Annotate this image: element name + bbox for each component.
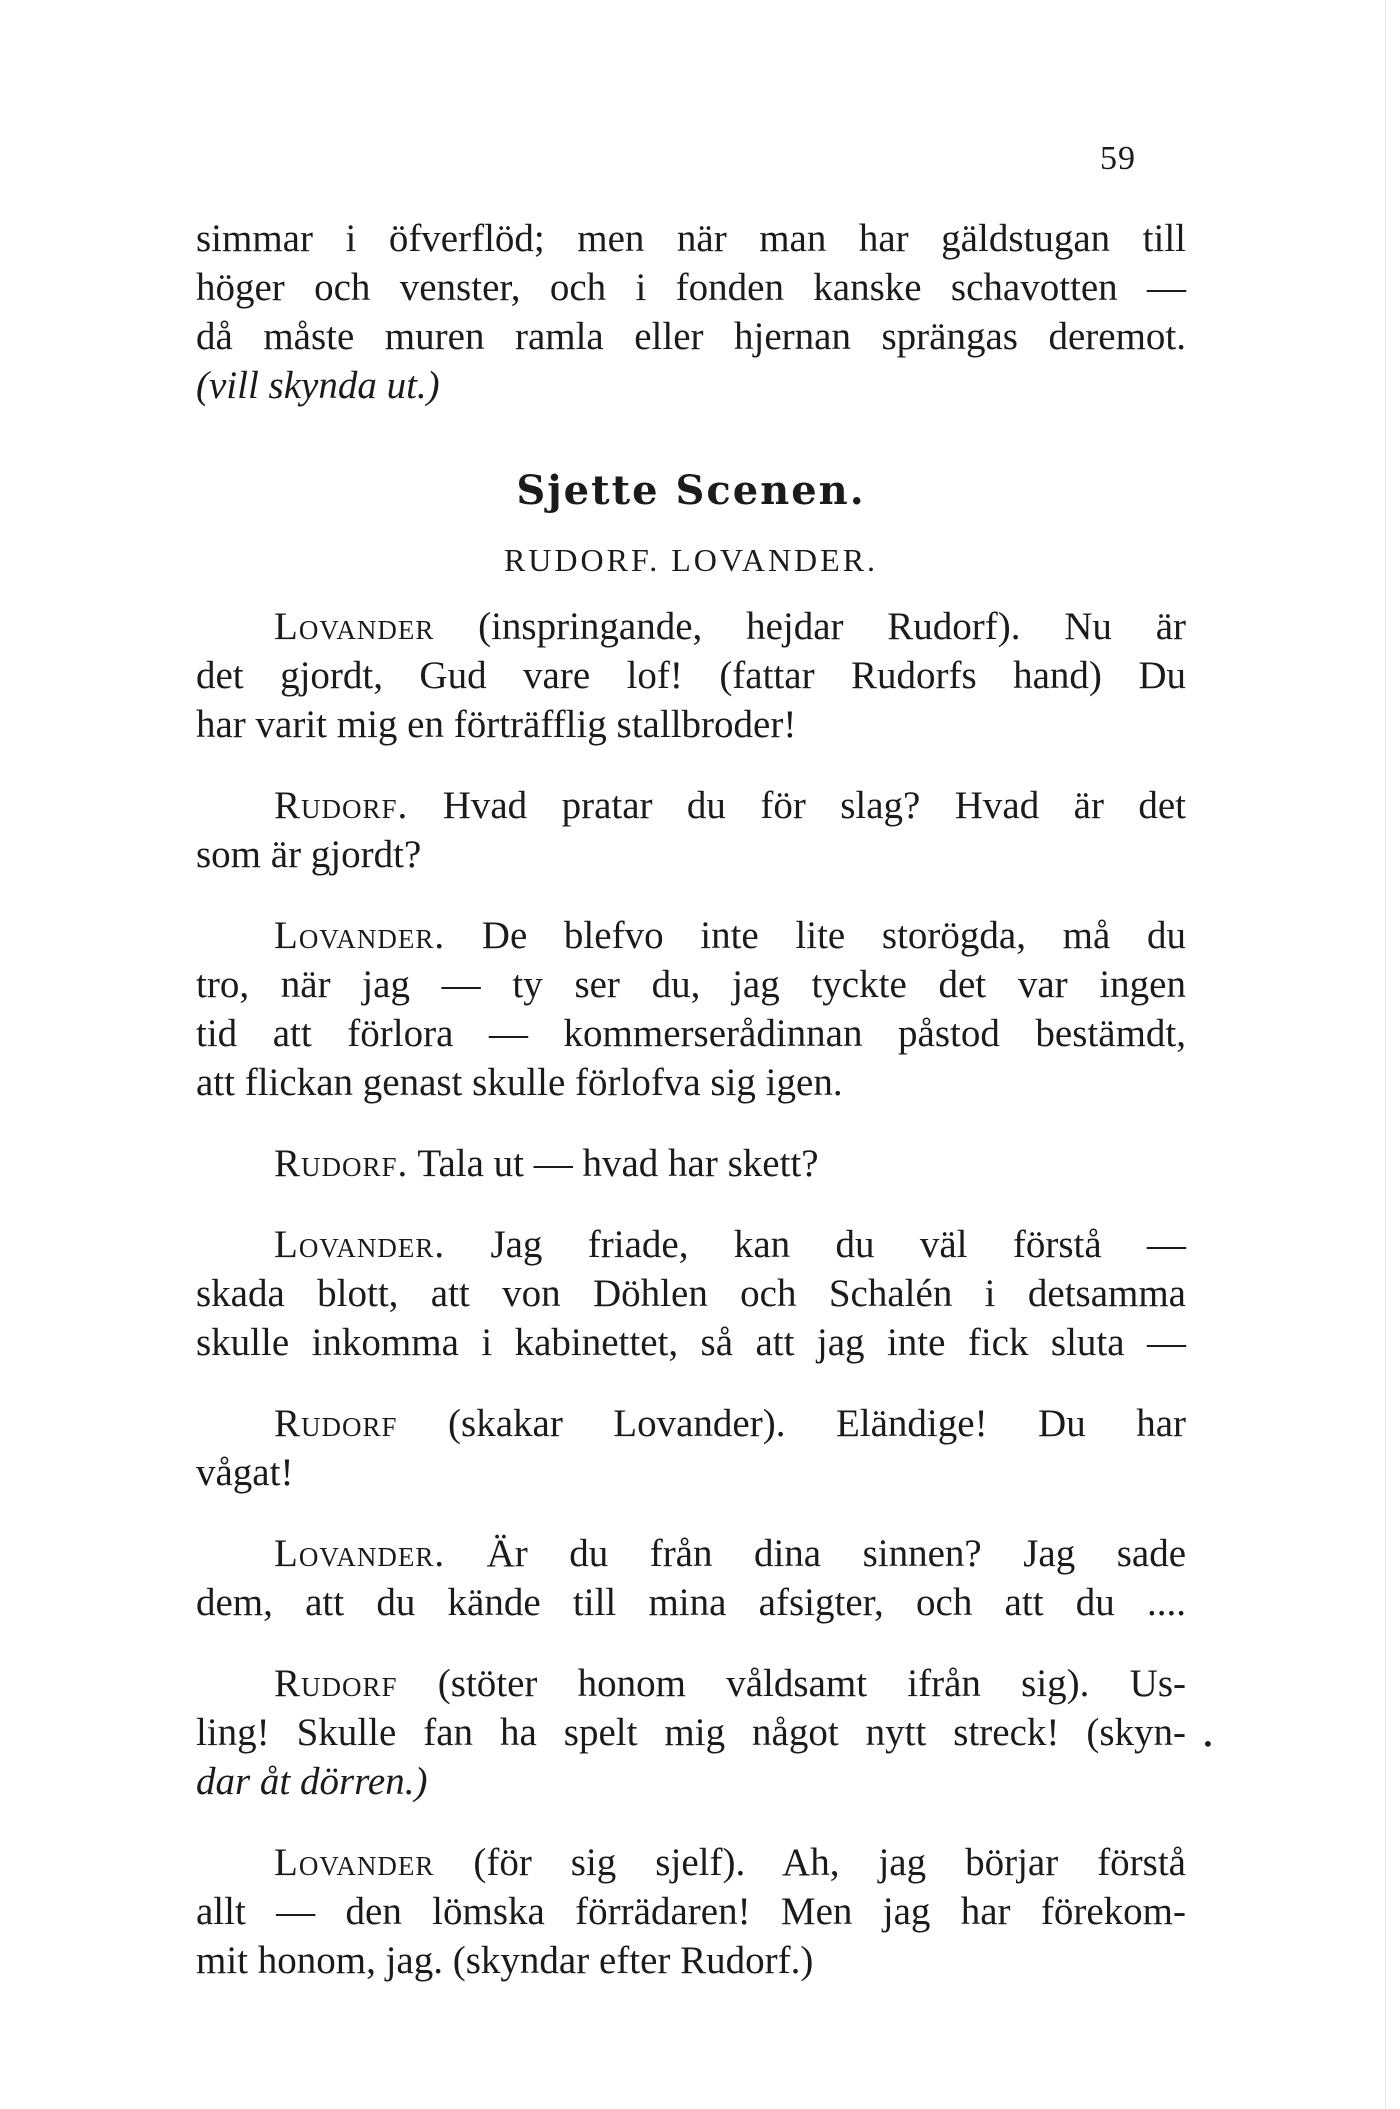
speaker-name: Rudorf [274,1662,398,1705]
text-line [196,1838,1186,1887]
speech [196,781,1186,879]
text-line: det gjordt, Gud vare lof! (fattar Rudorfs hand) Du [196,654,1186,697]
speech [196,1139,1186,1188]
text-line: mit honom, jag. (skyndar efter Rudorf.) [196,1939,814,1982]
text-line: dem, att du kände till mina afsigter, och att du .... [196,1581,1186,1624]
speaker-name: Rudorf. [274,1142,409,1185]
speech [196,1659,1186,1806]
speech [196,602,1186,749]
scene-title: Sjette Scenen. [516,467,866,514]
text-line: allt — den lömska förrädaren! Men jag har förekom- [196,1890,1186,1933]
page-number: 59 [1100,140,1136,177]
speech [196,1529,1186,1627]
line-text: Hvad pratar du för slag? Hvad är det [408,784,1186,827]
speaker-name: Lovander. [274,914,446,957]
line-text: Jag friade, kan du väl förstå — [445,1223,1186,1266]
line-text: De blefvo inte lite storögda, må du [445,914,1186,957]
text-line: skulle inkomma i kabinettet, så att jag inte fick sluta — [196,1321,1186,1364]
text-line: dar åt dörren.) [196,1760,428,1803]
speaker-name: Lovander. [274,1532,446,1575]
character-list: RUDORF. LOVANDER. [503,542,879,578]
line-text: (stöter honom våldsamt ifrån sig). Us- [397,1662,1186,1705]
text-line [196,602,1186,651]
stage-direction: (vill skynda ut.) [196,364,440,407]
text-line: tid att förlora — kommerserådinnan påstod bestämdt, [196,1012,1186,1055]
text-line [196,781,1186,830]
speech [196,1838,1186,1985]
speaker-name: Lovander [274,605,435,648]
text-line [196,1529,1186,1578]
text-line [196,1659,1186,1708]
text-line: att flickan genast skulle förlofva sig igen. [196,1061,843,1104]
text-line [196,1399,1186,1448]
text-line [196,1220,1186,1269]
text-line [196,911,1186,960]
speaker-name: Lovander [274,1841,435,1884]
text-line: ling! Skulle fan ha spelt mig något nytt streck! (skyn- [196,1711,1186,1754]
speech [196,1399,1186,1497]
text-line: simmar i öfverflöd; men när man har gäldstugan till [196,217,1186,260]
line-text: Tala ut — hvad har skett? [408,1142,819,1185]
text-line: vågat! [196,1451,294,1494]
text-line: har varit mig en förträfflig stallbroder! [196,703,797,746]
speaker-name: Lovander. [274,1223,446,1266]
line-text: (skakar Lovander). Eländige! Du har [397,1402,1186,1445]
text-line: höger och venster, och i fonden kanske schavotten — [196,266,1186,309]
text-line: då måste muren ramla eller hjernan sprängas deremot. [196,315,1186,358]
speech [196,911,1186,1107]
speaker-name: Rudorf. [274,784,409,827]
speech [196,1220,1186,1367]
line-text: Är du från dina sinnen? Jag sade [445,1532,1186,1575]
page-edge [1385,0,1386,2109]
page-text [196,214,1186,1985]
line-text: (för sig sjelf). Ah, jag börjar förstå [434,1841,1186,1884]
speaker-name: Rudorf [274,1402,398,1445]
text-line: som är gjordt? [196,833,422,876]
text-line [196,1139,1186,1188]
text-line: skada blott, att von Döhlen och Schalén i detsamma [196,1272,1186,1315]
text-line: tro, när jag — ty ser du, jag tyckte det var ingen [196,963,1186,1006]
margin-mark: • [1202,1732,1214,1756]
line-text: (inspringande, hejdar Rudorf). Nu är [434,605,1186,648]
